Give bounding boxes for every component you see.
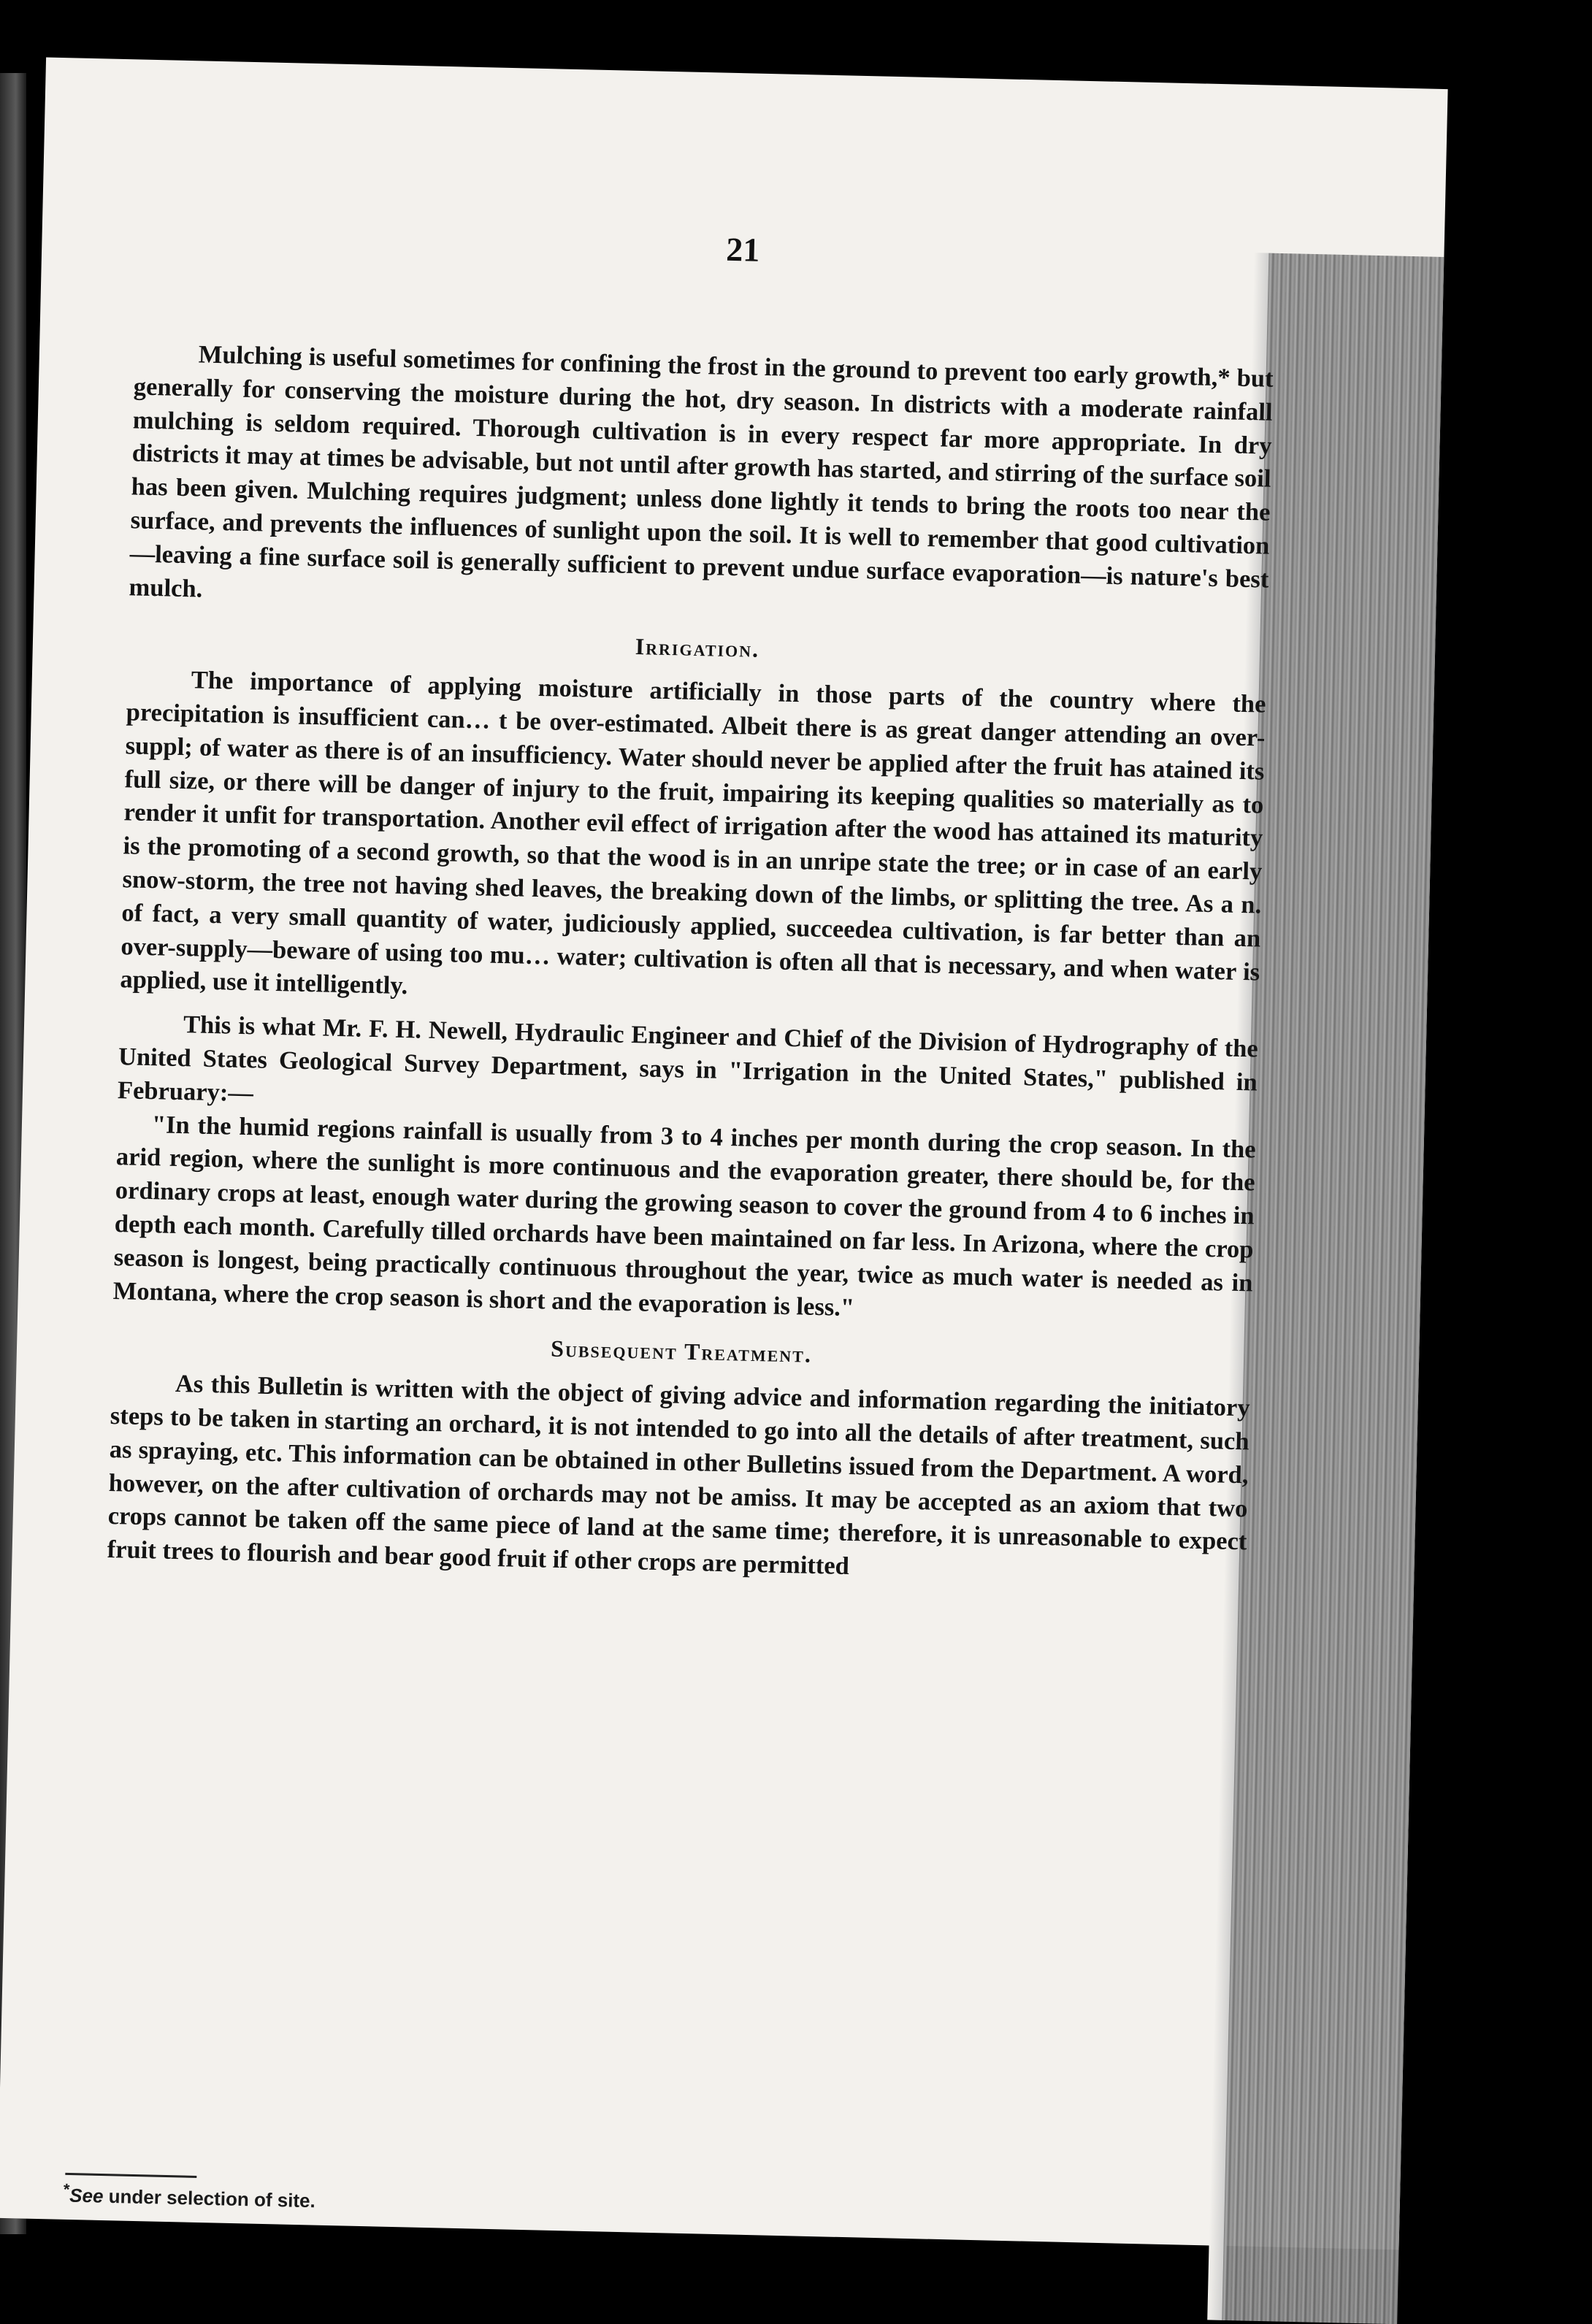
page-number: 21 xyxy=(725,230,760,269)
heading-irrigation: Irrigation. xyxy=(635,633,760,663)
paragraph-newell-intro: This is what Mr. F. H. Newell, Hydraulic Engineer and Chief of the Division of Hydrography of the United States Geological Survey Department, says in "Irrigation in the United States," published in February:— xyxy=(117,1010,1259,1108)
footnote-see: See xyxy=(69,2184,104,2207)
footnote-marker: * xyxy=(63,2179,70,2199)
body-text xyxy=(107,337,1274,1592)
paragraph-subsequent-treatment: As this Bulletin is written with the object of giving advice and information regarding the initiatory steps to be taken in starting an orchard, it is not intended to go into all the details of after treatment, such as spraying, etc. This information can be obtained in other Bulletins issued from the Department. A word, however, on the after cultivation of orchards may not be amiss. It may be accepted as an axiom that two crops cannot be taken off the same piece of land at the same time; therefore, it is unreasonable to expect fruit trees to flourish and bear good fruit if other crops are permitted xyxy=(107,1370,1250,1581)
footnote-rule xyxy=(65,2173,196,2178)
footnote xyxy=(63,2180,315,2212)
scanned-page xyxy=(0,58,1448,2250)
heading-subsequent-treatment: Subsequent Treatment. xyxy=(550,1335,813,1368)
footnote-text: under selection of site. xyxy=(103,2185,316,2212)
paragraph-mulching: Mulching is useful sometimes for confining the frost in the ground to prevent too early growth,* but generally for conserving the moisture during the hot, dry season. In districts with a moderate rainfall mulching is seldom required. Thorough cultivation is in every respect far more appropriate. In dry districts it may at times be advisable, but not until after growth has started, and stirring of the surface soil has been given. Mulching requires judgment; unless done lightly it tends to bring the roots too near the surface, and prevents the influences of sunlight upon the soil. It is well to remember that good cultivation—leaving a fine surface soil is generally sufficient to prevent undue surface evaporation—is nature's best mulch. xyxy=(129,340,1274,603)
paragraph-irrigation: The importance of applying moisture artificially in those parts of the country where the precipitation is insufficient can… t be over-estimated. Albeit there is as great danger attending an over-suppl; of water as there is of an insufficiency. Water should never be applied after the fruit has atained its full size, or there will be danger of injury to the fruit, impairing its keeping qualities so materially as to render it unfit for transportation. Another evil effect of irrigation after the wood has attained its maturity is the promoting of a second growth, so that the wood is in an unripe state the tree; or in case of an early snow-storm, the tree not having shed leaves, the breaking down of the limbs, or splitting the tree. As a n. of fact, a very small quantity of water, judiciously applied, succeedea cultivation, is far better than an over-supply—beware of using too mu… water; cultivation is often all that is necessary, and when water is applied, use it intelligently. xyxy=(120,666,1266,1000)
paragraph-newell-quote: "In the humid regions rainfall is usually from 3 to 4 inches per month during the crop season. In the arid region, where the sunlight is more continuous and the evaporation greater, there should be, for the ordinary crops at least, enough water during the growing season to cover the ground from 4 to 6 inches in depth each month. Carefully tilled orchards have been maintained on far less. In Arizona, where the crop season is longest, being practically continuous throughout the year, twice as much water is needed as in Montana, where the crop season is short and the evaporation is less." xyxy=(112,1110,1257,1322)
